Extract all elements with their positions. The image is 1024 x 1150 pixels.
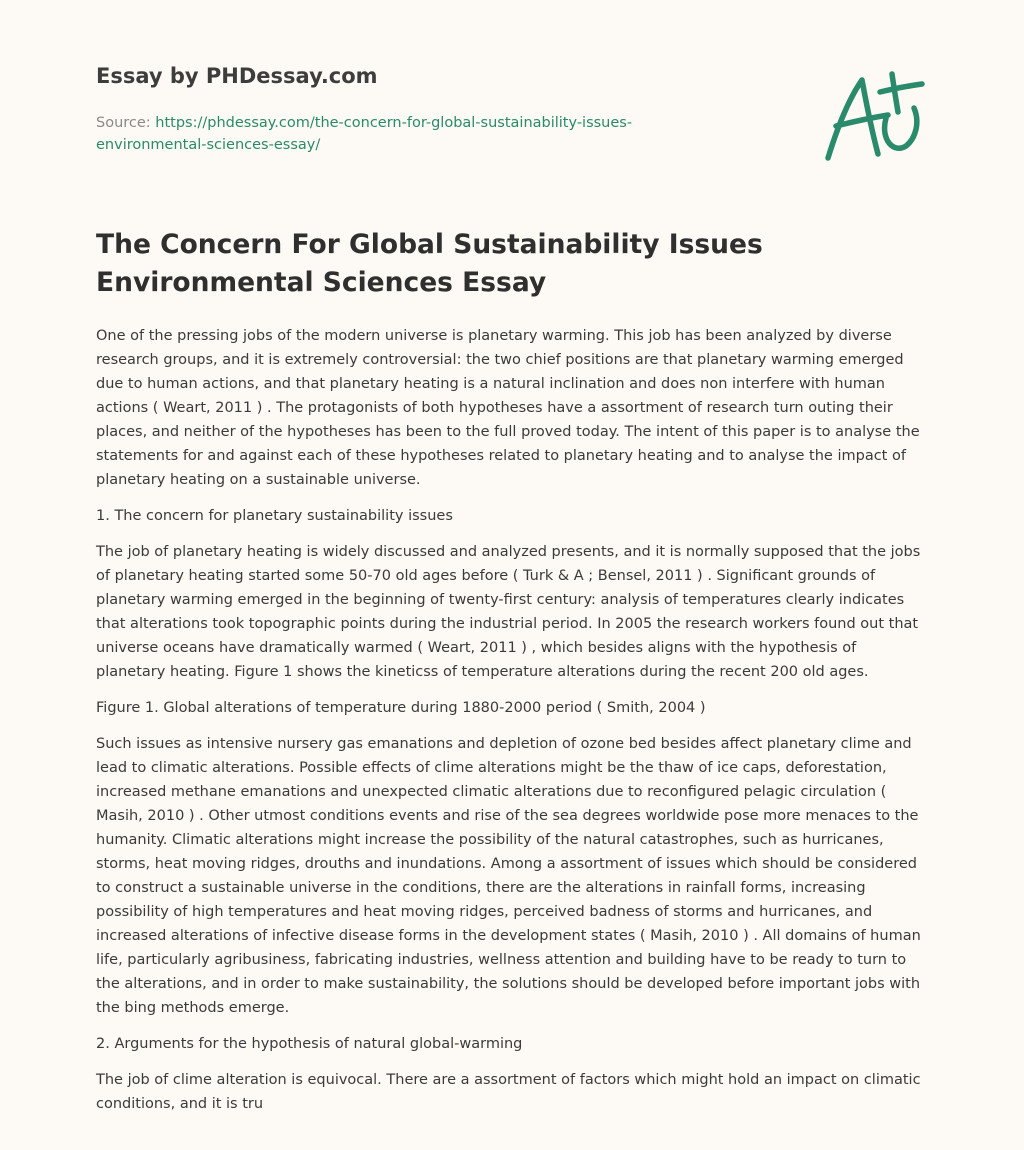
section-heading: 1. The concern for planetary sustainability issues xyxy=(96,508,453,524)
essay-body xyxy=(96,324,930,1128)
paragraph: The job of planetary heating is widely discussed and analyzed presents, and it is normally supposed that the jobs of planetary heating started some 50-70 old ages before ( Turk & A ; Bensel, 2011 ) . Significant grounds of planetary warming emerged in the beginning of twenty-first century: analysis of temperatures clearly indicates that alterations took topographic points during the industrial period. In 2005 the research workers found out that universe oceans have dramatically warmed ( Weart, 2011 ) , which besides aligns with the hypothesis of planetary heating. Figure 1 shows the kineticss of temperature alterations during the recent 200 old ages. xyxy=(96,544,921,680)
paragraph: Such issues as intensive nursery gas emanations and depletion of ozone bed besides affect planetary clime and lead to climatic alterations. Possible effects of clime alterations might be the thaw of ice caps, deforestation, increased methane emanations and unexpected climatic alterations due to reconfigured pelagic circulation ( Masih, 2010 ) . Other utmost conditions events and rise of the sea degrees worldwide pose more menaces to the humanity. Climatic alterations might increase the possibility of the natural catastrophes, such as hurricanes, storms, heat moving ridges, drouths and inundations. Among a assortment of issues which should be considered to construct a sustainable universe in the conditions, there are the alterations in rainfall forms, increasing possibility of high temperatures and heat moving ridges, perceived badness of storms and hurricanes, and increased alterations of infective disease forms in the development states ( Masih, 2010 ) . All domains of human life, particularly agribusiness, fabricating industries, wellness attention and building have to be ready to turn to the alterations, and in order to make sustainability, the solutions should be developed before important jobs with the bing methods emerge. xyxy=(96,736,921,1016)
source-label: Source: xyxy=(96,115,151,131)
paragraph: One of the pressing jobs of the modern universe is planetary warming. This job has been analyzed by diverse research groups, and it is extremely controversial: the two chief positions are that planetary warming emerged due to human actions, and that planetary heating is a natural inclination and does non interfere with human actions ( Weart, 2011 ) . The protagonists of both hypotheses have a assortment of research turn outing their places, and neither of the hypotheses has been to the full proved today. The intent of this paper is to analyse the statements for and against each of these hypotheses related to planetary heating and to analyse the impact of planetary heating on a sustainable universe. xyxy=(96,328,920,488)
paragraph: The job of clime alteration is equivocal. There are a assortment of factors which might hold an impact on climatic conditions, and it is tru xyxy=(96,1072,921,1112)
source-link[interactable]: https://phdessay.com/the-concern-for-global-sustainability-issues-environmental-sciences-essay/ xyxy=(96,115,633,153)
site-title: Essay by PHDessay.com xyxy=(96,64,378,88)
a-plus-logo xyxy=(818,66,930,166)
section-heading: 2. Arguments for the hypothesis of natural global-warming xyxy=(96,1036,523,1052)
figure-caption: Figure 1. Global alterations of temperature during 1880-2000 period ( Smith, 2004 ) xyxy=(96,700,706,716)
essay-title: The Concern For Global Sustainability Issues Environmental Sciences Essay xyxy=(96,229,763,298)
source-line xyxy=(96,112,696,156)
